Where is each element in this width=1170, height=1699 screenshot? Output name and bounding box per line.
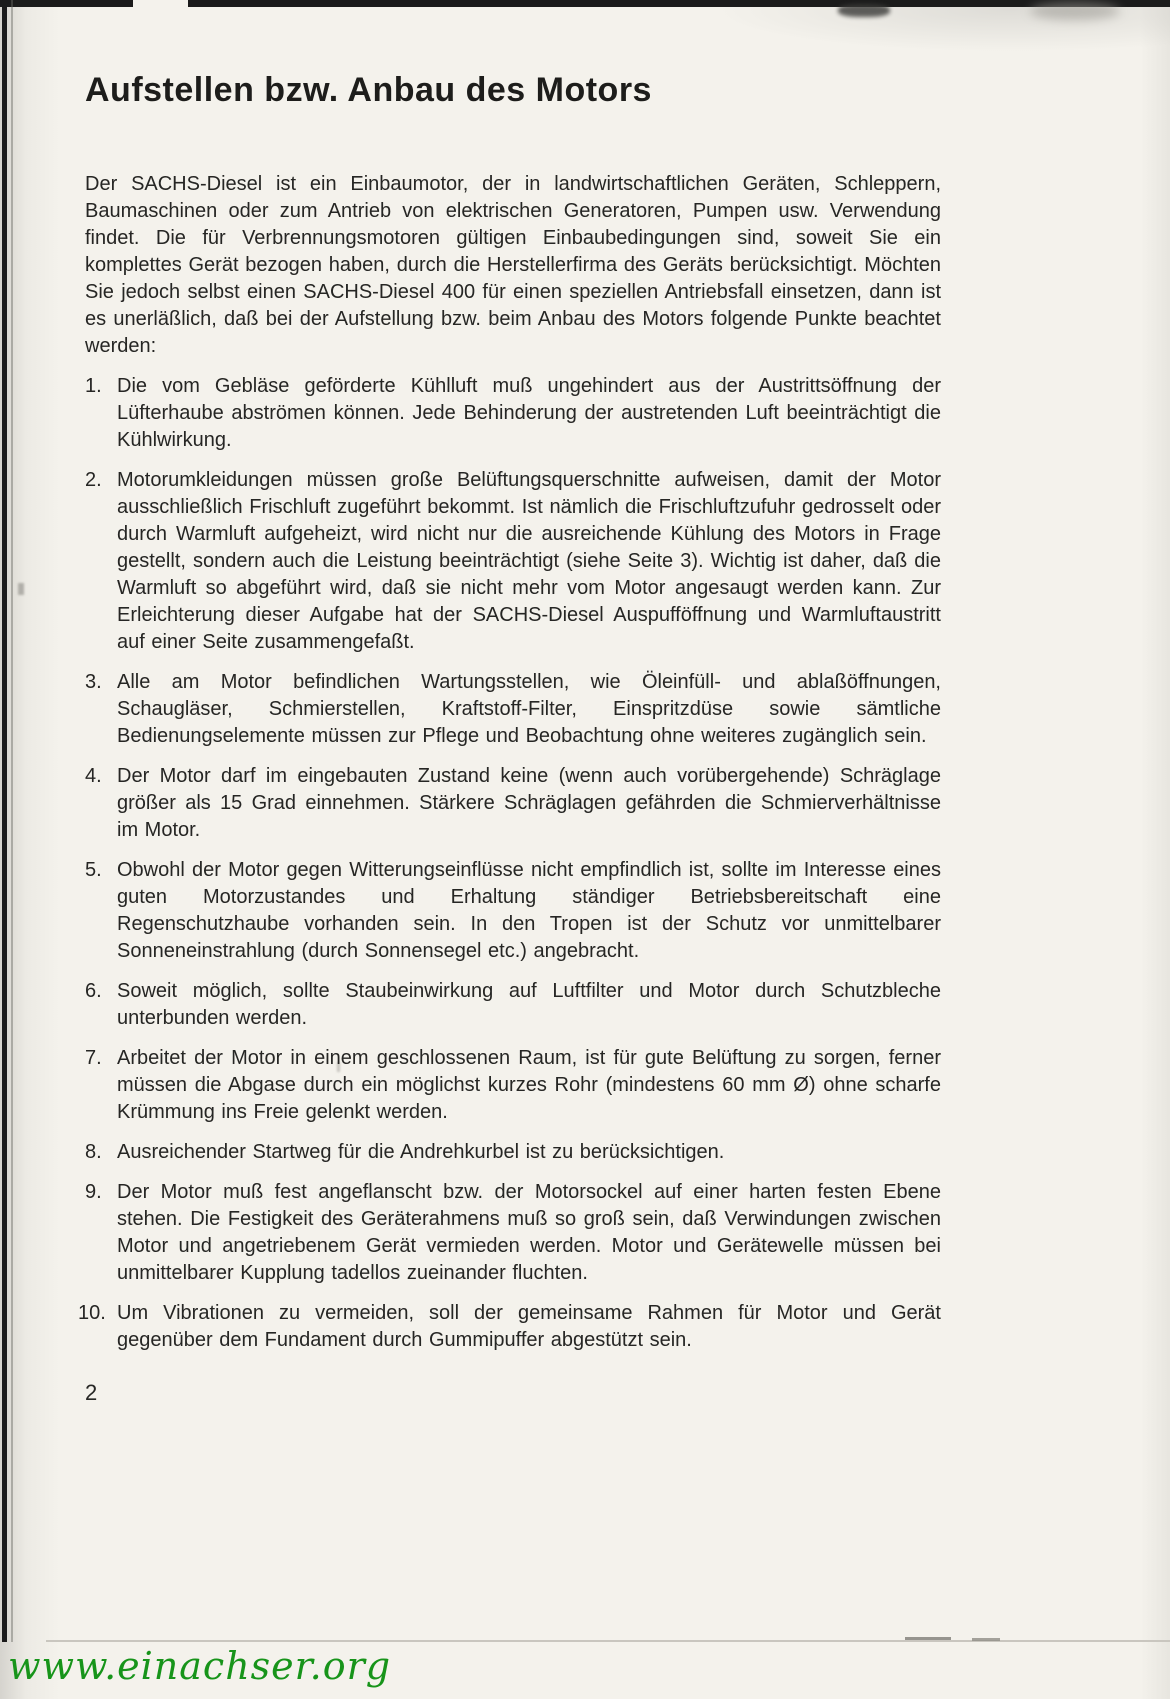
scan-left-edge-inner-line bbox=[11, 0, 13, 1642]
item-text: Obwohl der Motor gegen Witterungseinflüsse nicht empfindlich ist, sollte im Interesse eines guten Motorzustandes und Erhaltung ständiger Betriebsbereitschaft eine Regenschutzhaube vorhanden sein. In den Tropen ist der Schutz vor unmittelbarer Sonneneinstrahlung (durch Sonnensegel etc.) angebracht. bbox=[117, 859, 941, 962]
scan-bottom-dash bbox=[972, 1638, 1000, 1641]
item-number: 8. bbox=[85, 1141, 102, 1163]
item-text: Ausreichender Startweg für die Andrehkurbel ist zu berücksichtigen. bbox=[117, 1141, 725, 1163]
item-number: 1. bbox=[85, 375, 102, 397]
item-number: 6. bbox=[85, 980, 102, 1002]
scan-bottom-dash bbox=[905, 1637, 951, 1640]
item-number: 4. bbox=[85, 765, 102, 787]
intro-paragraph: Der SACHS-Diesel ist ein Einbaumotor, der in landwirtschaftlichen Geräten, Schleppern, Baumaschinen oder zum Antrieb von elektrischen Generatoren, Pumpen usw. Verwendung findet. Die für Verbrennungsmotoren gültigen Einbaubedingungen sind, soweit Sie ein komplettes Gerät bezogen haben, durch die Herstellerfirma des Geräts berücksichtigt. Möchten Sie jedoch selbst einen SACHS-Diesel 400 für einen speziellen Antriebsfall einsetzen, dann ist es unerläßlich, daß bei der Aufstellung bzw. beim Anbau des Motors folgende Punkte beachtet werden: bbox=[85, 173, 941, 357]
item-number: 9. bbox=[85, 1181, 102, 1203]
item-text: Soweit möglich, sollte Staubeinwirkung auf Luftfilter und Motor durch Schutzbleche unterbunden werden. bbox=[117, 980, 941, 1029]
list-item bbox=[85, 1179, 941, 1287]
item-text: Der Motor darf im eingebauten Zustand keine (wenn auch vorübergehende) Schräglage größer als 15 Grad einnehmen. Stärkere Schräglagen gefährden die Schmierverhältnisse im Motor. bbox=[117, 765, 941, 841]
list-item bbox=[85, 1139, 941, 1166]
scan-top-smudge bbox=[838, 4, 890, 17]
list-item bbox=[85, 1045, 941, 1126]
item-number: 10. bbox=[78, 1302, 106, 1324]
watermark-url: www.einachser.org bbox=[8, 1644, 392, 1688]
numbered-list bbox=[78, 373, 941, 1354]
list-item bbox=[85, 857, 941, 965]
page-title: Aufstellen bzw. Anbau des Motors bbox=[85, 71, 652, 109]
item-text: Der Motor muß fest angeflanscht bzw. der Motorsockel auf einer harten festen Ebene stehen. Die Festigkeit des Geräterahmens muß so groß sein, daß Verwindungen zwischen Motor und angetriebenem Gerät vermieden werden. Motor und Gerätewelle müssen bei unmittelbarer Kupplung tadellos zueinander fluchten. bbox=[117, 1181, 941, 1284]
item-text: Alle am Motor befindlichen Wartungsstellen, wie Öleinfüll- und ablaßöffnungen, Schaugläser, Schmierstellen, Kraftstoff-Filter, Einspritzdüse sowie sämtliche Bedienungselemente müssen zur Pflege und Beobachtung ohne weiteres zugänglich sein. bbox=[117, 671, 941, 747]
scan-top-edge-right-segment bbox=[188, 0, 1170, 7]
scan-speck bbox=[18, 583, 24, 595]
item-number: 3. bbox=[85, 671, 102, 693]
scan-left-edge bbox=[2, 0, 7, 1642]
item-text: Motorumkleidungen müssen große Belüftungsquerschnitte aufweisen, damit der Motor ausschließlich Frischluft zugeführt bekommt. Ist nämlich die Frischluftzufuhr gedrosselt oder durch Warmluft aufgeheizt, wird nicht nur die ausreichende Kühlung des Motors in Frage gestellt, sondern auch die Leistung beeinträchtigt (siehe Seite 3). Wichtig ist daher, daß die Warmluft so abgeführt wird, daß sie nicht mehr vom Motor angesaugt werden kann. Zur Erleichterung dieser Aufgabe hat der SACHS-Diesel Auspufföffnung und Warmluftaustritt auf einer Seite zusammengefaßt. bbox=[117, 469, 941, 653]
list-item bbox=[78, 1300, 941, 1354]
item-number: 7. bbox=[85, 1047, 102, 1069]
list-item bbox=[85, 763, 941, 844]
item-number: 2. bbox=[85, 469, 102, 491]
item-text: Arbeitet der Motor in einem geschlossenen Raum, ist für gute Belüftung zu sorgen, ferner müssen die Abgase durch ein möglichst kurzes Rohr (mindestens 60 mm Ø) ohne scharfe Krümmung ins Freie gelenkt werden. bbox=[117, 1047, 941, 1123]
scan-top-edge-left-segment bbox=[0, 0, 133, 7]
scan-top-right-smudge bbox=[1030, 2, 1120, 20]
item-text: Um Vibrationen zu vermeiden, soll der gemeinsame Rahmen für Motor und Gerät gegenüber dem Fundament durch Gummipuffer abgestützt sein. bbox=[117, 1302, 941, 1351]
page-content bbox=[78, 70, 941, 1406]
page-bottom-edge-line bbox=[46, 1640, 1170, 1642]
list-item bbox=[85, 978, 941, 1032]
list-item bbox=[85, 373, 941, 454]
list-item bbox=[85, 669, 941, 750]
page-number: 2 bbox=[85, 1380, 98, 1405]
list-item bbox=[85, 467, 941, 656]
item-text: Die vom Gebläse geförderte Kühlluft muß ungehindert aus der Austrittsöffnung der Lüfterhaube abströmen können. Jede Behinderung der austretenden Luft beeinträchtigt die Kühlwirkung. bbox=[117, 375, 941, 451]
item-number: 5. bbox=[85, 859, 102, 881]
